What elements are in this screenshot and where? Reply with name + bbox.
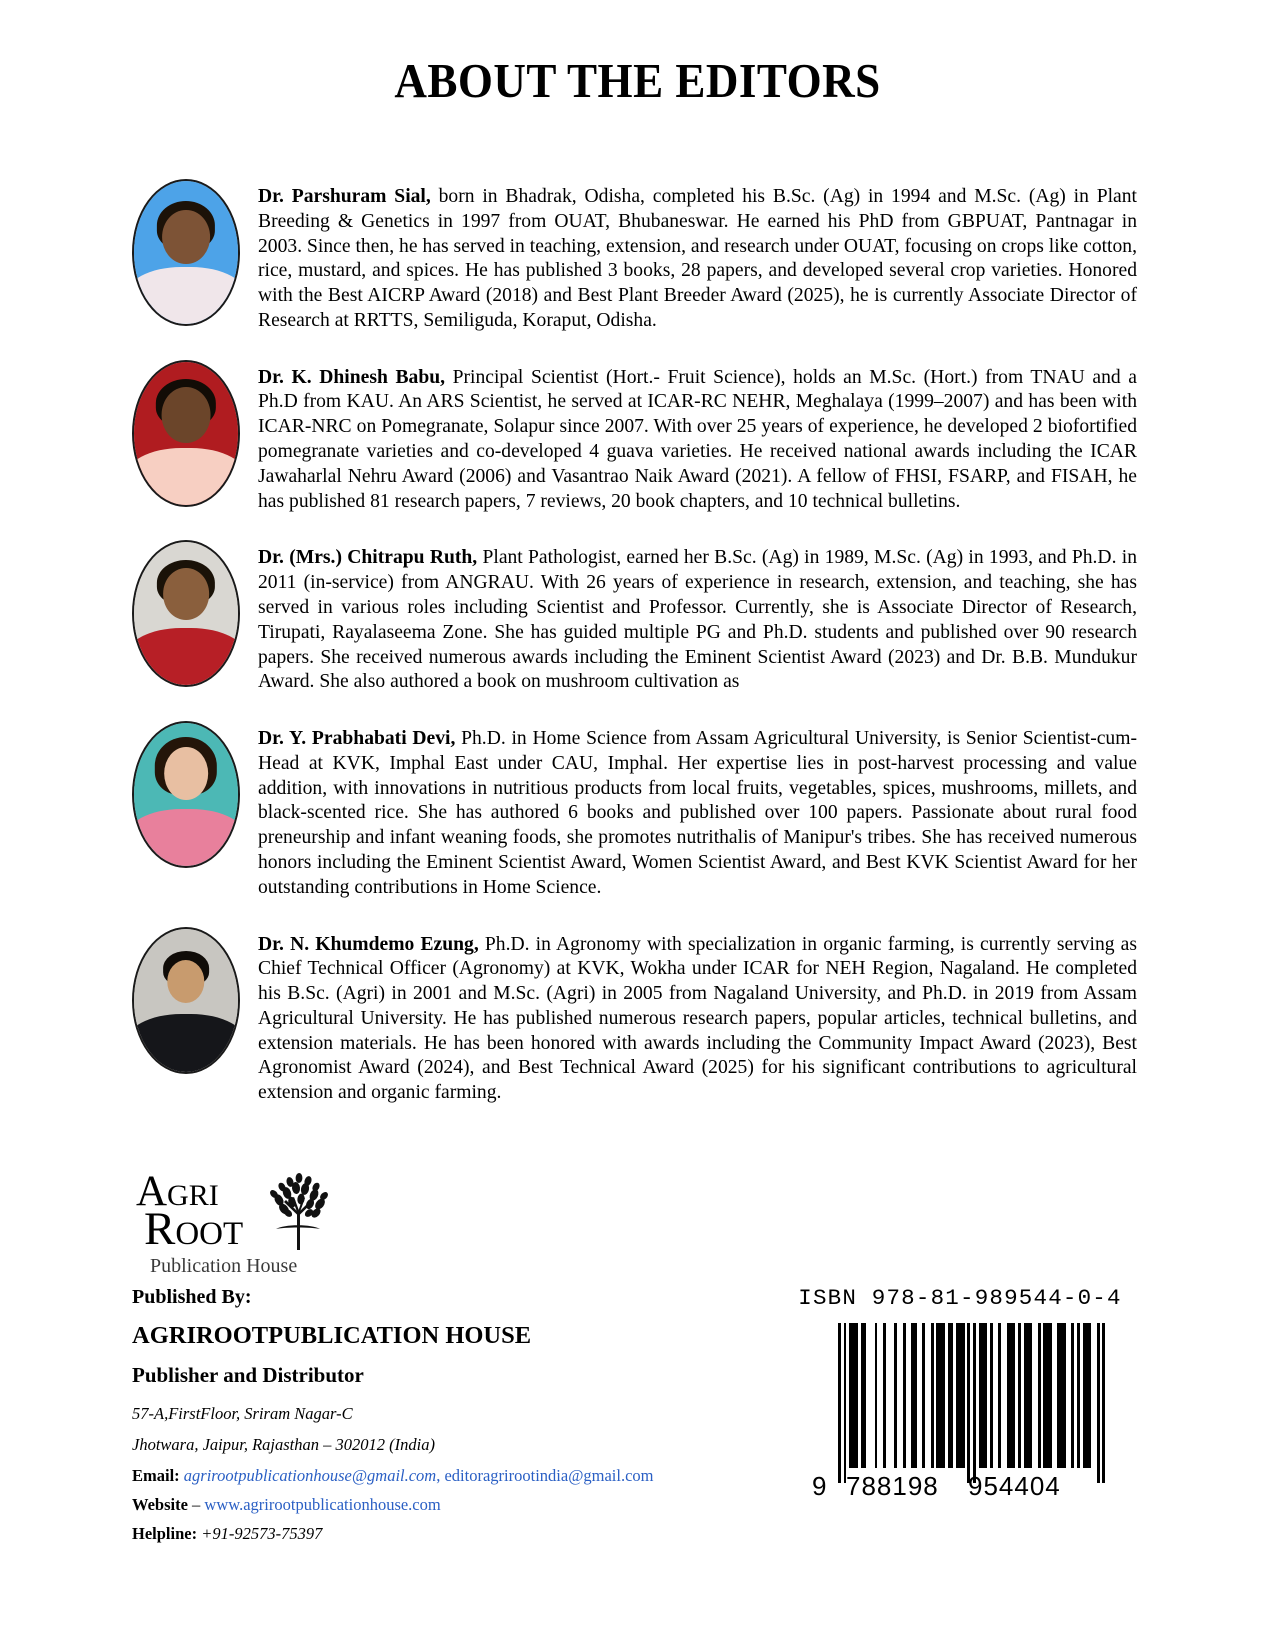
barcode-lead-digit: 9	[812, 1471, 828, 1501]
editor-bio-text: Ph.D. in Home Science from Assam Agricultural University, is Senior Scientist-cum-Head at KVK, Imphal East under CAU, Imphal. Her expertise lies in post-harvest processing and value addition, with innovations in nutritious products from local fruits, vegetables, spices, mushrooms, millets, and black-scented rice. She has authored 6 books and published over 100 papers. Passionate about rural food preneurship and infant weaning foods, she promotes nutrithalis of Manipur's tribes. She has received numerous honors including the Eminent Scientist Award, Women Scientist Award, and Best KVK Scientist Award for her outstanding contributions in Home Science.	[258, 728, 1137, 898]
editor-name: Dr. K. Dhinesh Babu,	[258, 366, 446, 388]
logo-text-agri: Agri	[136, 1168, 219, 1215]
barcode-bars	[838, 1323, 1106, 1483]
editor-photo-wrap	[132, 536, 236, 687]
isbn-text: ISBN 978-81-989544-0-4	[798, 1285, 1122, 1311]
editor-entry	[132, 356, 1137, 515]
website-dash: –	[187, 1495, 205, 1514]
editor-bio-text: born in Bhadrak, Odisha, completed his B.Sc. (Ag) in 1994 and M.Sc. (Ag) in Plant Breeding & Genetics in 1997 from OUAT, Bhubaneswar. He earned his PhD from GBPUAT, Pantnagar in 2003. Since then, he has served in teaching, extension, and research under OUAT, focusing on crops like cotton, rice, mustard, and spices. He has published 3 books, 28 papers, and developed several crop varieties. Honored with the Best AICRP Award (2018) and Best Plant Breeder Award (2025), he is currently Associate Director of Research at RRTTS, Semiliguda, Koraput, Odisha.	[258, 186, 1137, 331]
editor-bio	[258, 175, 1137, 334]
barcode-group-2: 954404	[968, 1471, 1061, 1501]
website-label: Website	[132, 1495, 188, 1514]
editor-photo-5	[132, 927, 240, 1074]
email-link-primary[interactable]: agrirootpublicationhouse@gmail.com	[183, 1466, 437, 1485]
editor-bio	[258, 536, 1137, 695]
editor-photo-2	[132, 360, 240, 507]
photo-shoulders	[132, 628, 240, 687]
logo-subtitle: Publication House	[150, 1255, 298, 1277]
isbn-area	[795, 1285, 1125, 1509]
editor-bio	[258, 717, 1137, 900]
email-link-secondary[interactable]: editoragrirootindia@gmail.com	[444, 1466, 654, 1485]
publisher-email-row	[132, 1466, 692, 1486]
website-link[interactable]: www.agrirootpublicationhouse.com	[204, 1495, 441, 1514]
editor-bio-text: Principal Scientist (Hort.- Fruit Science), holds an M.Sc. (Hort.) from TNAU and a Ph.D from KAU. An ARS Scientist, he served at ICAR-RC NEHR, Meghalaya (1999–2007) and has been with ICAR-NRC on Pomegranate, Solapur since 2007. With over 25 years of experience, he developed 2 biofortified pomegranate varieties and co-developed 4 guava varieties. He received national awards including the ICAR Jawaharlal Nehru Award (2006) and Vasantrao Naik Award (2021). A fellow of FHSI, FSARP, and FISAH, he has published 81 research papers, 7 reviews, 20 book chapters, and 10 technical bulletins.	[258, 366, 1138, 512]
editor-photo-4	[132, 721, 240, 868]
editor-entry	[132, 536, 1137, 695]
photo-head	[167, 960, 204, 1003]
photo-head	[164, 747, 208, 800]
barcode-group-1: 788198	[846, 1471, 939, 1501]
editor-photo-wrap	[132, 717, 236, 868]
editor-photo-wrap	[132, 175, 236, 326]
photo-shoulders	[132, 1014, 240, 1073]
editor-photo-1	[132, 179, 240, 326]
isbn-barcode	[810, 1323, 1110, 1509]
editor-bio	[258, 923, 1137, 1106]
logo-text-root: Root	[144, 1203, 244, 1255]
photo-head	[162, 210, 210, 264]
editor-bio-text: Ph.D. in Agronomy with specialization in organic farming, is currently serving as Chief Technical Officer (Agronomy) at KVK, Wokha under ICAR for NEH Region, Nagaland. He completed his B.Sc. (Agri) in 2001 and M.Sc. (Agri) in 2005 from Nagaland University, and Ph.D. in 2019 from Assam Agricultural University. He has published numerous research papers, popular articles, technical bulletins, and extension materials. He has been honored with awards including the Community Impact Award (2023), Best Agronomist Award (2024), and Best Technical Award (2025) for his significant contributions to agricultural extension and organic farming.	[258, 933, 1137, 1104]
editor-entry	[132, 923, 1137, 1106]
publisher-name: AGRIROOTPUBLICATION HOUSE	[132, 1322, 532, 1349]
email-label: Email:	[132, 1466, 180, 1485]
publisher-role: Publisher and Distributor	[132, 1363, 364, 1387]
publisher-address-line-2: Jhotwara, Jaipur, Rajasthan – 302012 (India)	[132, 1435, 435, 1454]
editor-photo-3	[132, 540, 240, 687]
publisher-logo	[132, 1170, 342, 1278]
photo-head	[163, 568, 209, 619]
photo-head	[162, 387, 211, 443]
photo-shoulders	[132, 448, 240, 507]
publisher-website-row	[132, 1495, 692, 1515]
editors-list	[132, 175, 1137, 1128]
published-by-label: Published By:	[132, 1286, 252, 1308]
helpline-label: Helpline:	[132, 1524, 198, 1543]
editor-photo-wrap	[132, 923, 236, 1074]
editor-entry	[132, 175, 1137, 334]
publisher-address-line-1: 57-A,FirstFloor, Sriram Nagar-C	[132, 1404, 353, 1423]
editor-entry	[132, 717, 1137, 900]
publisher-block	[132, 1170, 692, 1553]
editor-name: Dr. Parshuram Sial,	[258, 186, 431, 207]
page-title: ABOUT THE EDITORS	[394, 53, 881, 108]
editor-name: Dr. (Mrs.) Chitrapu Ruth,	[258, 547, 478, 569]
editor-photo-wrap	[132, 356, 236, 507]
editor-name: Dr. N. Khumdemo Ezung,	[258, 933, 479, 955]
editor-bio-text: Plant Pathologist, earned her B.Sc. (Ag) in 1989, M.Sc. (Ag) in 1993, and Ph.D. in 2011 (in-service) from ANGRAU. With 26 years of experience in research, extension, and teaching, she has served in various roles including Scientist and Professor. Currently, she is Associate Director of Research, Tirupati, Rayalaseema Zone. She has guided multiple PG and Ph.D. students and published over 90 research papers. She received numerous awards including the Eminent Scientist Award (2023) and Dr. B.B. Mundukur Award. She also authored a book on mushroom cultivation as	[258, 547, 1137, 693]
publisher-helpline-row	[132, 1524, 692, 1544]
helpline-number: +91-92573-75397	[197, 1524, 323, 1543]
tree-icon	[254, 1166, 342, 1252]
email-separator: ,	[436, 1466, 445, 1485]
editor-bio	[258, 356, 1137, 515]
photo-shoulders	[132, 267, 240, 326]
editor-name: Dr. Y. Prabhabati Devi,	[258, 728, 456, 750]
photo-shoulders	[132, 809, 240, 868]
